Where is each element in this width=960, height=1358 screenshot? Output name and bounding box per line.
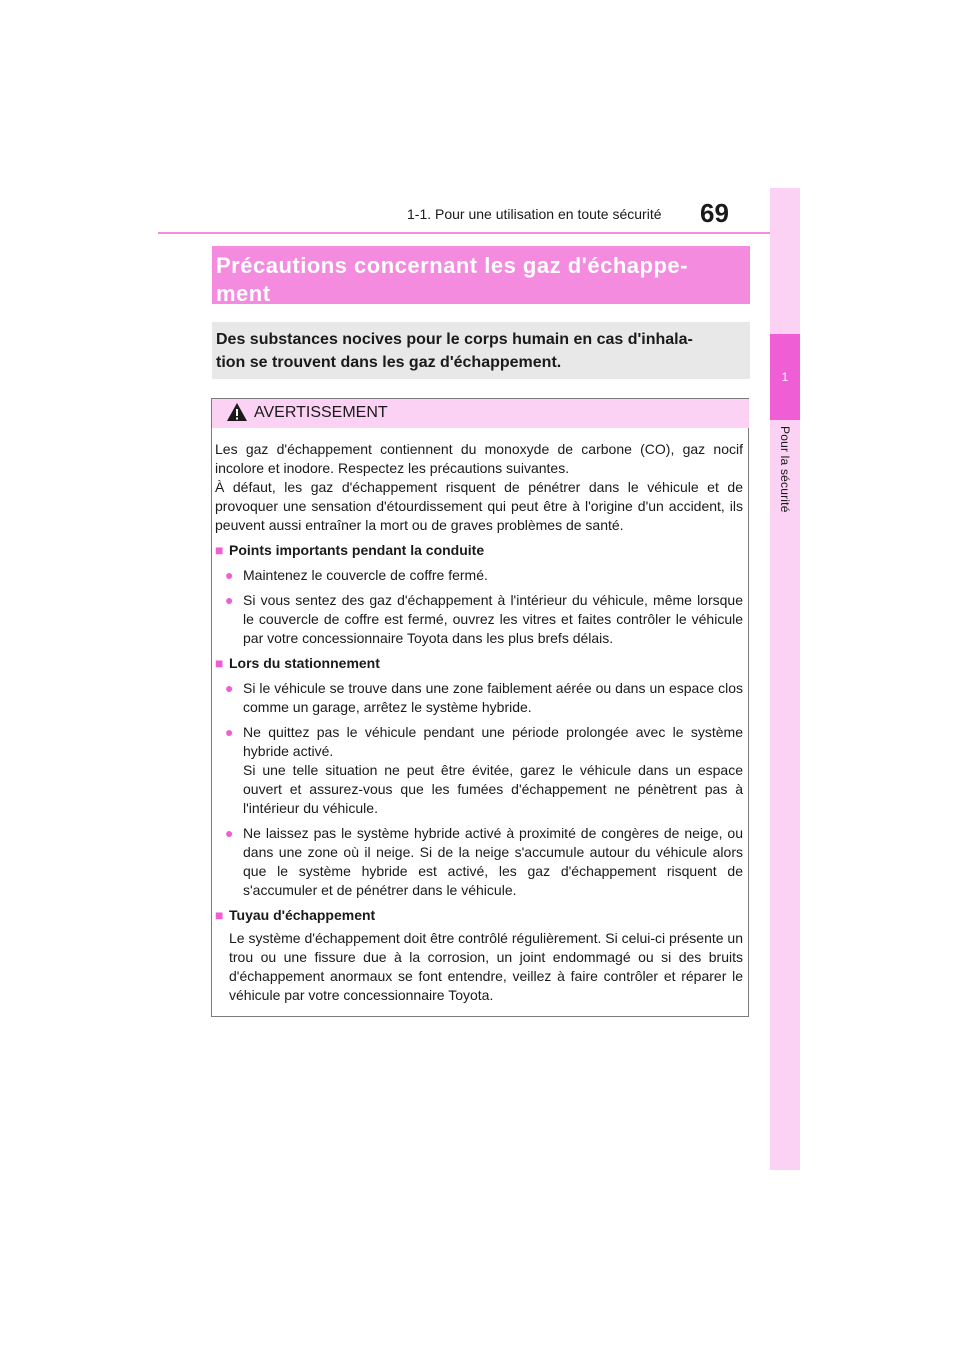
exhaust-pipe-text: Le système d'échappement doit être contrôlé régulièrement. Si celui-ci présente un trou ou une fissure due à la corrosion, un joint endommagé ou si des bruits d'échappement anormaux se font entendre, veillez à faire contrôler et réparer le véhicule par votre concessionnaire Toyota. <box>229 930 743 1003</box>
intro-text <box>216 328 742 374</box>
list-item <box>225 566 743 585</box>
intro-line-1: Des substances nocives pour le corps humain en cas d'inhala- <box>216 331 693 348</box>
section-title-line-2: ment <box>216 281 271 306</box>
side-tab-number: 1 <box>770 334 800 420</box>
list-item-text <box>243 723 743 818</box>
list-item-text: Maintenez le couvercle de coffre fermé. <box>243 567 488 583</box>
sub-heading-parking <box>215 654 743 673</box>
header-section-title: 1-1. Pour une utilisation en toute sécurité <box>407 206 662 222</box>
list-item <box>225 824 743 900</box>
bullet-dot-icon: ● <box>225 567 234 583</box>
header-rule <box>158 232 800 234</box>
bullet-dot-icon: ● <box>225 592 234 608</box>
list-item-text-part-1: Ne quittez pas le véhicule pendant une période prolongée avec le système hybride activé. <box>243 724 743 759</box>
sub-heading-exhaust-pipe <box>215 906 743 925</box>
list-item <box>225 723 743 818</box>
square-bullet-icon: ■ <box>215 542 224 558</box>
sub-heading-label: Points importants pendant la conduite <box>229 542 485 558</box>
page-number: 69 <box>700 198 729 228</box>
bullet-dot-icon: ● <box>225 825 234 841</box>
list-item-text: Si le véhicule se trouve dans une zone faiblement aérée ou dans un espace clos comme un garage, arrêtez le système hybride. <box>243 680 743 715</box>
list-item-text: Si vous sentez des gaz d'échappement à l'intérieur du véhicule, même lorsque le couvercle de coffre est fermé, ouvrez les vitres et faites contrôler le véhicule par votre concessionnaire Toyota dans les plus brefs délais. <box>243 592 743 646</box>
bullet-dot-icon: ● <box>225 724 234 740</box>
list-item <box>225 679 743 717</box>
square-bullet-icon: ■ <box>215 655 224 671</box>
square-bullet-icon: ■ <box>215 907 224 923</box>
side-tab-label: Pour la sécurité <box>778 426 792 513</box>
warning-intro-paragraph-1: Les gaz d'échappement contiennent du monoxyde de carbone (CO), gaz nocif incolore et inodore. Respectez les précautions suivantes. <box>215 441 743 476</box>
bullet-dot-icon: ● <box>225 680 234 696</box>
sub-heading-driving <box>215 541 743 560</box>
intro-line-2: tion se trouvent dans les gaz d'échappement. <box>216 354 562 371</box>
section-title <box>216 252 736 308</box>
section-title-line-1: Précautions concernant les gaz d'échappe- <box>216 253 688 278</box>
list-item-text: Ne laissez pas le système hybride activé à proximité de congères de neige, ou dans une zone où il neige. Si de la neige s'accumule autour du véhicule alors que le système hybride est activé, les gaz d'échappement risquent de s'accumuler et de pénétrer dans le véhicule. <box>243 825 743 898</box>
warning-content <box>215 440 743 1005</box>
warning-title: AVERTISSEMENT <box>254 404 388 421</box>
list-item <box>225 591 743 648</box>
sub-heading-label: Tuyau d'échappement <box>229 907 376 923</box>
warning-intro-paragraph-2: À défaut, les gaz d'échappement risquent de pénétrer dans le véhicule et de provoquer une sensation d'étourdissement qui peut être à l'origine d'un accident, ils peuvent aussi entraîner la mort ou de graves problèmes de santé. <box>215 479 743 533</box>
sub-heading-label: Lors du stationnement <box>229 655 380 671</box>
warning-triangle-icon <box>226 402 248 422</box>
list-item-text-part-2: Si une telle situation ne peut être évitée, garez le véhicule dans un espace ouvert et assurez-vous que les fumées d'échappement ne pénètrent pas à l'intérieur du véhicule. <box>243 762 743 816</box>
